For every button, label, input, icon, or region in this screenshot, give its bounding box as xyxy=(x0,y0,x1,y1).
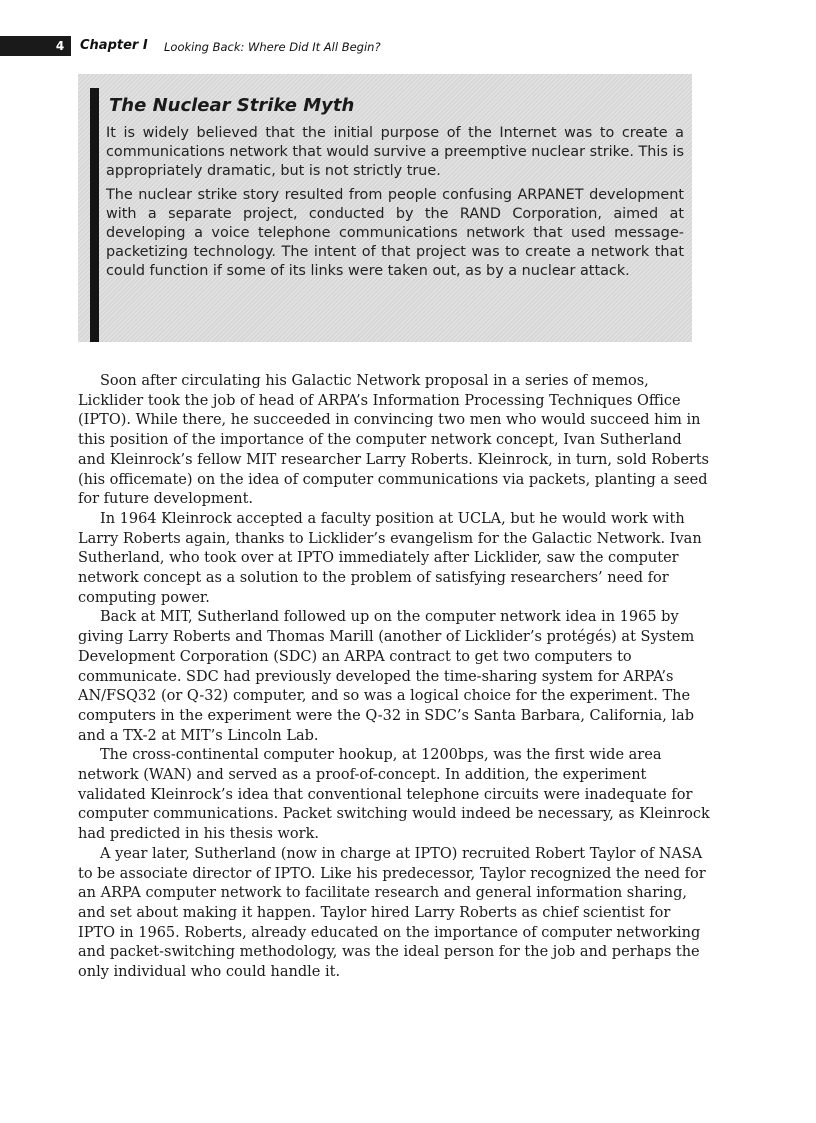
chapter-title: Looking Back: Where Did It All Begin? xyxy=(164,40,381,54)
body-paragraph: A year later, Sutherland (now in charge at IPTO) recruited Robert Taylor of NASA to be associate director of IPTO. Like his predecessor, Taylor recognized the need for an ARPA computer network to facilitate research and general information sharing, and set about making it happen. Taylor hired Larry Roberts as chief scientist for IPTO in 1965. Roberts, already educated on the importance of computer networking and packet-switching methodology, was the ideal person for the job and perhaps the only individual who could handle it. xyxy=(78,845,706,981)
chapter-label: Chapter I xyxy=(80,38,148,53)
body-paragraph: Soon after circulating his Galactic Network proposal in a series of memos, Licklider took the job of head of ARPA’s Information Processing Techniques Office (IPTO). While there, he succeeded in convincing two men who would succeed him in this position of the importance of the computer network concept, Ivan Sutherland and Kleinrock’s fellow MIT researcher Larry Roberts. Kleinrock, in turn, sold Roberts (his officemate) on the idea of computer communications via packets, planting a seed for future development. xyxy=(78,373,709,508)
sidebar-paragraph: The nuclear strike story resulted from people confusing ARPANET development with a separate project, conducted by the RAND Corporation, aimed at developing a voice telephone communications network that used message-packetizing technology. The intent of that project was to create a network that could function if some of its links were taken out, as by a nuclear attack. xyxy=(106,187,684,279)
running-header xyxy=(0,36,816,56)
sidebar-rule xyxy=(90,88,99,342)
page-number: 4 xyxy=(55,39,65,53)
sidebar-title: The Nuclear Strike Myth xyxy=(109,95,355,116)
body-paragraph: Back at MIT, Sutherland followed up on the computer network idea in 1965 by giving Larry Roberts and Thomas Marill (another of Licklider’s protégés) at System Development Corporation (SDC) an ARPA contract to get two computers to communicate. SDC had previously developed the time-sharing system for ARPA’s AN/FSQ32 (or Q-32) computer, and so was a logical choice for the experiment. The computers in the experiment were the Q-32 in SDC’s Santa Barbara, California, lab and a TX-2 at MIT’s Lincoln Lab. xyxy=(78,609,695,744)
sidebar-body xyxy=(106,124,684,286)
body-paragraph: The cross-continental computer hookup, at 1200bps, was the first wide area network (WAN) and served as a proof-of-concept. In addition, the experiment validated Kleinrock’s idea that conventional telephone circuits were inadequate for computer communications. Packet switching would indeed be necessary, as Kleinrock had predicted in his thesis work. xyxy=(78,747,710,843)
sidebar-paragraph: It is widely believed that the initial purpose of the Internet was to create a communications network that would survive a preemptive nuclear strike. This is appropriately dramatic, but is not strictly true. xyxy=(106,125,684,179)
sidebar-box xyxy=(78,74,692,342)
body-paragraph: In 1964 Kleinrock accepted a faculty position at UCLA, but he would work with Larry Roberts again, thanks to Licklider’s evangelism for the Galactic Network. Ivan Sutherland, who took over at IPTO immediately after Licklider, saw the computer network concept as a solution to the problem of satisfying researchers’ need for computing power. xyxy=(78,510,702,606)
body-text xyxy=(78,372,710,983)
